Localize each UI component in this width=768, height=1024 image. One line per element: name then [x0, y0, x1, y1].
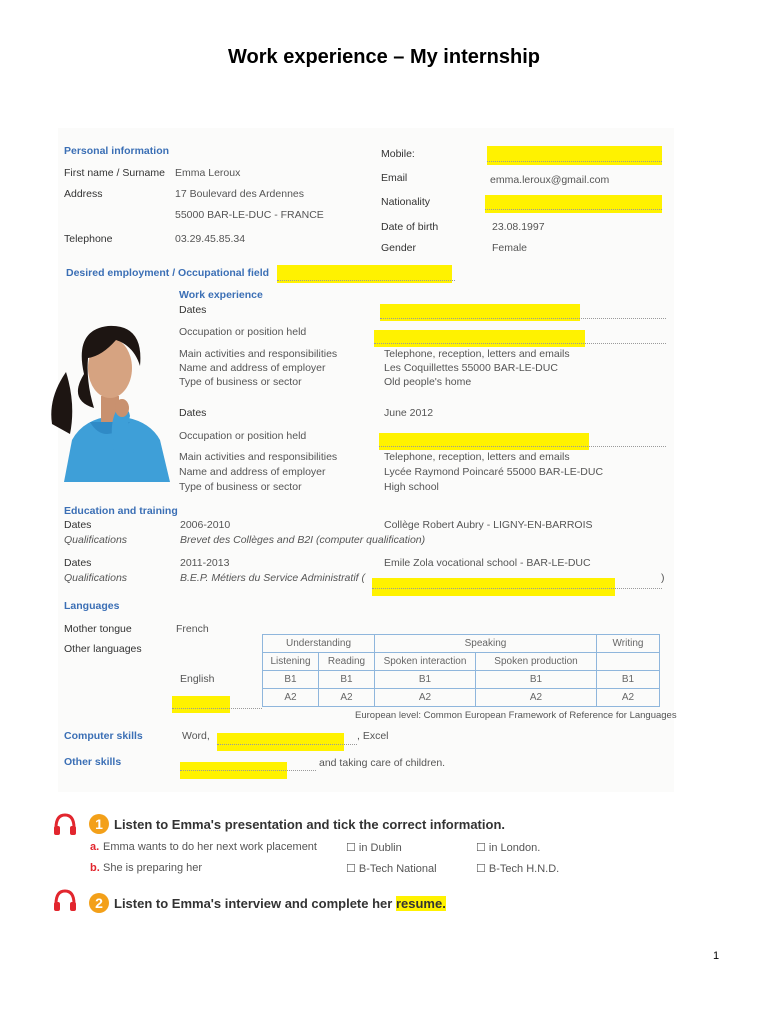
exercise-1b-option-national[interactable]: ☐ B-Tech National	[346, 863, 437, 875]
emma-photo	[44, 312, 174, 482]
table-subheader-row	[263, 653, 660, 671]
first-name-label: First name / Surname	[64, 167, 165, 179]
telephone-label: Telephone	[64, 233, 113, 245]
exercise-1a-option-dublin[interactable]: ☐ in Dublin	[346, 842, 402, 854]
exercise-1-instruction: Listen to Emma's presentation and tick the correct information.	[114, 817, 505, 832]
job1-employer-label: Name and address of employer	[179, 362, 326, 374]
headphones-icon	[52, 811, 78, 837]
telephone-value: 03.29.45.85.34	[175, 233, 246, 245]
table-cell: A2	[263, 689, 319, 707]
computer-skills-highlight	[217, 733, 344, 751]
job1-occupation-blank	[374, 343, 666, 344]
table-cell: A2	[319, 689, 375, 707]
edu2-school: Emile Zola vocational school - BAR-LE-DUC	[384, 557, 591, 569]
address-label: Address	[64, 188, 103, 200]
edu2-qual-highlight	[372, 578, 615, 596]
table-cell: B1	[476, 671, 597, 689]
mobile-label: Mobile:	[381, 148, 415, 160]
job2-employer-value: Lycée Raymond Poincaré 55000 BAR-LE-DUC	[384, 466, 604, 478]
gender-value: Female	[492, 242, 528, 254]
email-value: emma.leroux@gmail.com	[490, 174, 610, 186]
lang-row1-language: English	[180, 673, 215, 685]
job1-dates-blank	[380, 318, 666, 319]
computer-skills-suffix: , Excel	[357, 730, 389, 742]
edu1-qual-label: Qualifications	[64, 534, 128, 546]
table-subheader: Listening	[263, 653, 319, 671]
edu2-qual-blank	[372, 588, 662, 589]
edu1-dates-label: Dates	[64, 519, 92, 531]
job1-occupation-highlight	[374, 330, 585, 347]
lang-row2-blank	[172, 708, 262, 709]
job2-occupation-blank	[379, 446, 666, 447]
table-cell: B1	[263, 671, 319, 689]
mobile-highlight	[487, 146, 662, 165]
exercise-1a-option-london[interactable]: ☐ in London.	[476, 842, 541, 854]
work-experience-heading: Work experience	[179, 289, 263, 301]
edu2-dates-value: 2011-2013	[180, 557, 230, 569]
job1-business-label: Type of business or sector	[179, 376, 302, 388]
job1-employer-value: Les Coquillettes 55000 BAR-LE-DUC	[384, 362, 558, 374]
table-subheader: Spoken interaction	[375, 653, 476, 671]
table-cell: A2	[597, 689, 660, 707]
other-skills-blank	[180, 770, 316, 771]
lang-table-footnote: European level: Common European Framework of Reference for Languages	[355, 710, 677, 721]
desired-employment-label: Desired employment / Occupational field	[66, 267, 270, 279]
exercise-1-number-badge: 1	[89, 814, 109, 834]
table-row	[263, 689, 660, 707]
table-header: Speaking	[375, 635, 597, 653]
exercise-2-number-badge: 2	[89, 893, 109, 913]
edu1-dates-value: 2006-2010	[180, 519, 231, 531]
gender-label: Gender	[381, 242, 417, 254]
edu2-qual-close: )	[661, 572, 665, 584]
table-group-header-row	[263, 635, 660, 653]
desired-employment-blank	[277, 280, 455, 281]
exercise-1a-text: Emma wants to do her next work placement	[103, 841, 317, 853]
table-cell: A2	[476, 689, 597, 707]
dob-label: Date of birth	[381, 221, 439, 233]
table-row	[263, 671, 660, 689]
option-label: in London.	[488, 842, 541, 854]
exercise-1b-letter: b.	[90, 862, 100, 874]
other-skills-label: Other skills	[64, 756, 122, 768]
job2-occupation-label: Occupation or position held	[179, 430, 307, 442]
job1-activities-label: Main activities and responsibilities	[179, 348, 338, 360]
option-label: B-Tech National	[358, 863, 437, 875]
table-cell: B1	[375, 671, 476, 689]
personal-info-heading: Personal information	[64, 145, 170, 157]
table-subheader: Spoken production	[476, 653, 597, 671]
job2-dates-label: Dates	[179, 407, 207, 419]
mobile-blank	[487, 161, 662, 162]
headphones-icon	[52, 887, 78, 913]
job1-dates-label: Dates	[179, 304, 207, 316]
address-line1: 17 Boulevard des Ardennes	[175, 188, 305, 200]
edu2-qual-label: Qualifications	[64, 572, 128, 584]
address-line2: 55000 BAR-LE-DUC - FRANCE	[175, 209, 324, 221]
education-heading: Education and training	[64, 505, 178, 517]
first-name-value: Emma Leroux	[175, 167, 241, 179]
page-number: 1	[713, 950, 720, 962]
edu2-dates-label: Dates	[64, 557, 92, 569]
table-subheader	[597, 653, 660, 671]
edu1-school: Collège Robert Aubry - LIGNY-EN-BARROIS	[384, 519, 593, 531]
mother-tongue-value: French	[176, 623, 209, 635]
email-label: Email	[381, 172, 408, 184]
computer-skills-label: Computer skills	[64, 730, 143, 742]
option-label: B-Tech H.N.D.	[488, 863, 560, 875]
job2-occupation-highlight	[379, 433, 589, 450]
nationality-blank	[485, 209, 662, 210]
languages-heading: Languages	[64, 600, 120, 612]
other-skills-suffix: and taking care of children.	[319, 757, 446, 769]
other-languages-label: Other languages	[64, 643, 142, 655]
job2-business-label: Type of business or sector	[179, 481, 302, 493]
nationality-highlight	[485, 195, 662, 213]
exercise-1a-letter: a.	[90, 841, 100, 853]
lang-row2-highlight	[172, 696, 230, 713]
exercise-1b-option-hnd[interactable]: ☐ B-Tech H.N.D.	[476, 863, 560, 875]
job1-business-value: Old people's home	[384, 376, 472, 388]
job2-activities-value: Telephone, reception, letters and emails	[384, 451, 570, 463]
computer-skills-blank	[217, 744, 357, 745]
job1-occupation-label: Occupation or position held	[179, 326, 307, 338]
exercise-2-instruction-text: Listen to Emma's interview and complete her	[114, 896, 393, 911]
page-title: Work experience – My internship	[228, 46, 540, 68]
job2-activities-label: Main activities and responsibilities	[179, 451, 338, 463]
table-cell: B1	[319, 671, 375, 689]
language-level-table	[262, 634, 660, 707]
job2-employer-label: Name and address of employer	[179, 466, 326, 478]
option-label: in Dublin	[358, 842, 402, 854]
job2-dates-value: June 2012	[384, 407, 434, 419]
table-header: Writing	[597, 635, 660, 653]
nationality-label: Nationality	[381, 196, 431, 208]
table-header: Understanding	[263, 635, 375, 653]
mother-tongue-label: Mother tongue	[64, 623, 132, 635]
edu1-qual-value: Brevet des Collèges and B2I (computer qualification)	[180, 534, 426, 546]
exercise-2-instruction	[114, 896, 446, 911]
computer-skills-prefix: Word,	[182, 730, 210, 742]
exercise-2-highlighted-word: resume.	[395, 896, 446, 911]
edu2-qual-value: B.E.P. Métiers du Service Administratif (	[180, 572, 365, 584]
table-subheader: Reading	[319, 653, 375, 671]
table-cell: A2	[375, 689, 476, 707]
dob-value: 23.08.1997	[492, 221, 545, 233]
job2-business-value: High school	[384, 481, 439, 493]
exercise-1b-text: She is preparing her	[103, 862, 203, 874]
table-cell: B1	[597, 671, 660, 689]
job1-activities-value: Telephone, reception, letters and emails	[384, 348, 570, 360]
